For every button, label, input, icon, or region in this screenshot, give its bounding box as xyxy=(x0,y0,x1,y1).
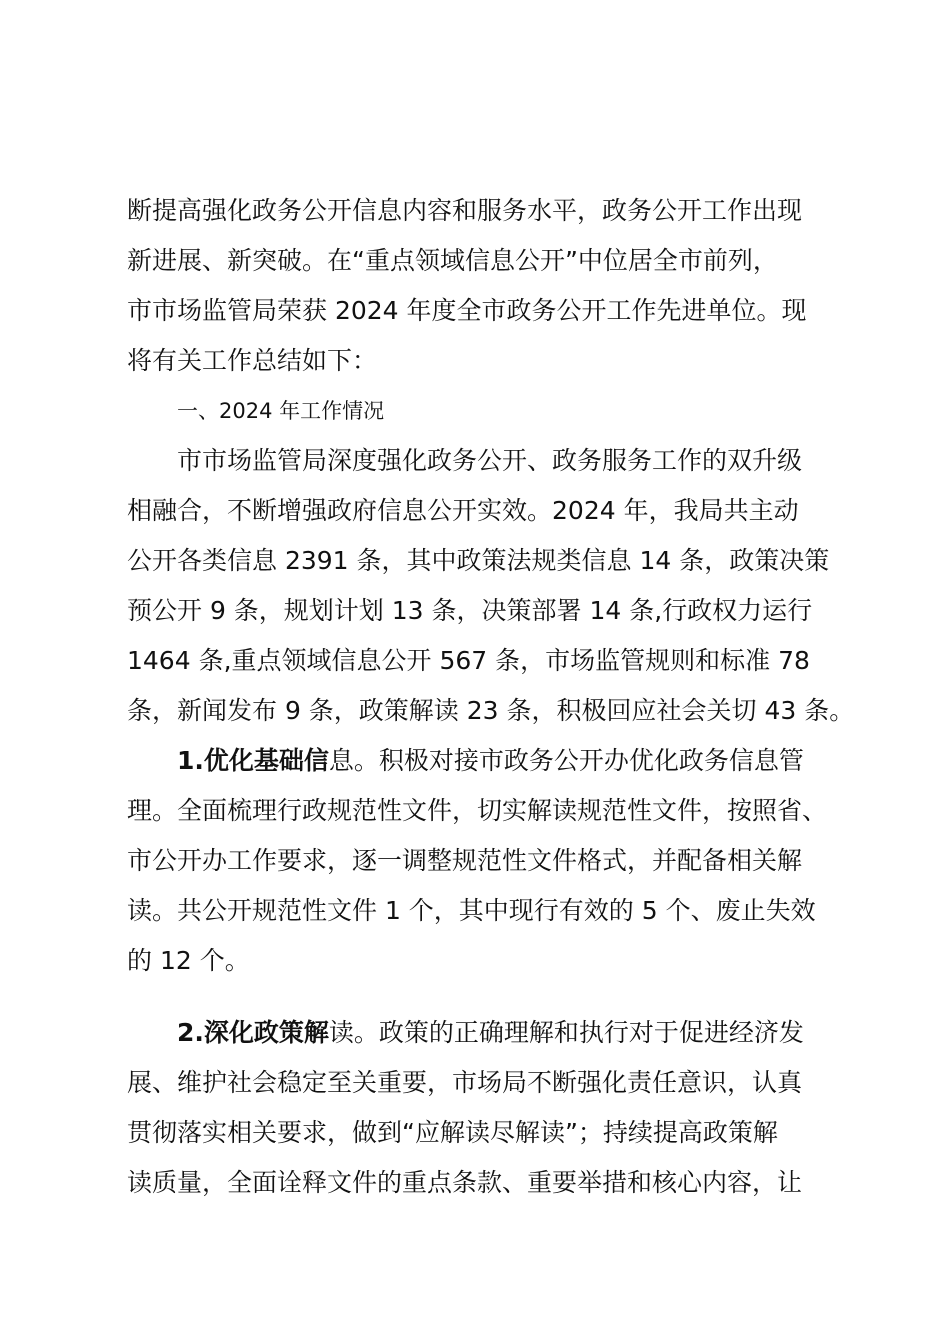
item-2-title: 2.深化政策解 xyxy=(177,1018,329,1047)
intro-paragraph xyxy=(127,186,833,386)
item-1-first-text: 息。积极对接市政务公开办优化政务信息管 xyxy=(328,746,804,775)
text-line: 将有关工作总结如下： xyxy=(127,346,378,375)
text-line: 市公开办工作要求，逐一调整规范性文件格式，并配备相关解 xyxy=(127,846,803,875)
text-line: 公开各类信息 2391 条，其中政策法规类信息 14 条，政策决策 xyxy=(127,546,830,575)
section-body-paragraph xyxy=(127,436,855,736)
text-line: 市市场监管局深度强化政务公开、政务服务工作的双升级 xyxy=(177,446,803,475)
text-line: 1464 条,重点领域信息公开 567 条，市场监管规则和标准 78 xyxy=(127,646,810,675)
text-line: 的 12 个。 xyxy=(127,946,250,975)
item-1-first-line xyxy=(127,736,833,786)
paragraph-spacer xyxy=(127,986,833,1008)
text-line: 断提高强化政务公开信息内容和服务水平，政务公开工作出现 xyxy=(127,196,803,225)
item-1-paragraph xyxy=(127,736,833,986)
text-line: 读。共公开规范性文件 1 个，其中现行有效的 5 个、废止失效 xyxy=(127,896,816,925)
document-page xyxy=(127,186,855,1208)
item-1-title: 1.优化基础信 xyxy=(177,746,329,775)
text-line: 贯彻落实相关要求，做到“应解读尽解读”；持续提高政策解 xyxy=(127,1118,778,1147)
text-line: 市市场监管局荣获 2024 年度全市政务公开工作先进单位。现 xyxy=(127,296,807,325)
item-2-first-text: 读。政策的正确理解和执行对于促进经济发 xyxy=(328,1018,804,1047)
text-line: 理。全面梳理行政规范性文件，切实解读规范性文件，按照省、 xyxy=(127,796,828,825)
text-line: 展、维护社会稳定至关重要，市场局不断强化责任意识，认真 xyxy=(127,1068,803,1097)
item-2-first-line xyxy=(127,1008,833,1058)
text-line: 预公开 9 条，规划计划 13 条，决策部署 14 条,行政权力运行 xyxy=(127,596,813,625)
text-line: 相融合，不断增强政府信息公开实效。2024 年，我局共主动 xyxy=(127,496,799,525)
text-line: 条，新闻发布 9 条，政策解读 23 条，积极回应社会关切 43 条。 xyxy=(127,696,855,725)
text-line: 读质量，全面诠释文件的重点条款、重要举措和核心内容，让 xyxy=(127,1168,803,1197)
text-line: 新进展、新突破。在“重点领域信息公开”中位居全市前列， xyxy=(127,246,778,275)
section-heading: 一、2024 年工作情况 xyxy=(177,399,385,423)
item-2-paragraph xyxy=(127,1008,833,1208)
